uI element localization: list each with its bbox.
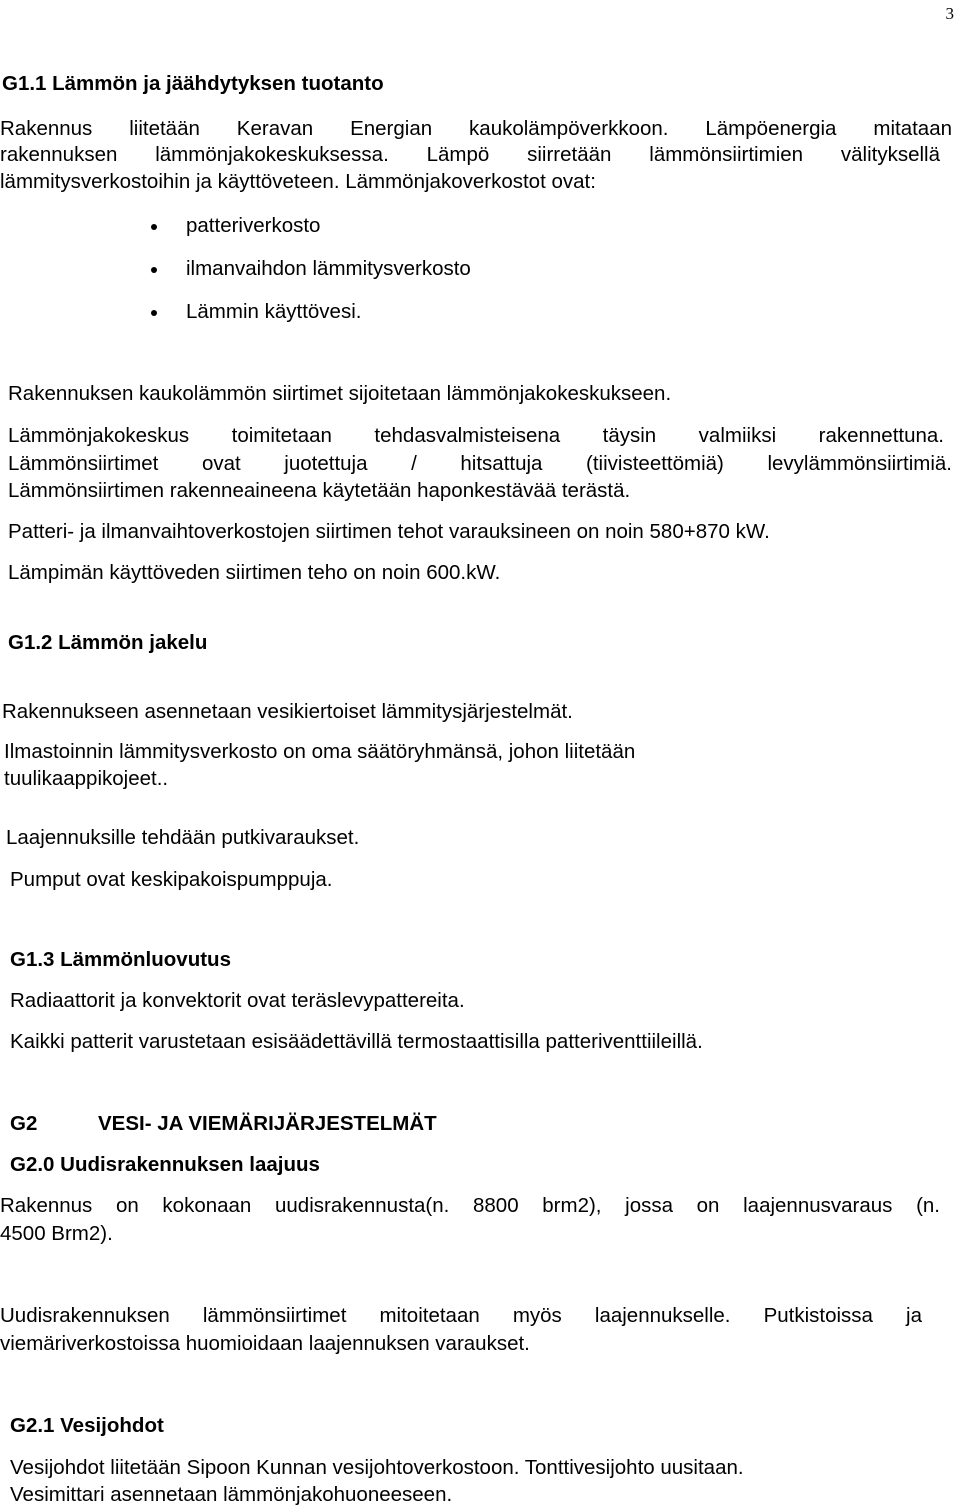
paragraph-line: Ilmastoinnin lämmitysverkosto on oma säätöryhmänsä, johon liitetään bbox=[4, 740, 636, 763]
paragraph-line: Rakennus on kokonaan uudisrakennusta(n. 8800 brm2), jossa on laajennusvaraus (n. bbox=[0, 1194, 940, 1217]
paragraph: Patteri- ja ilmanvaihtoverkostojen siirtimen tehot varauksineen on noin 580+870 kW. bbox=[8, 520, 770, 543]
paragraph: Pumput ovat keskipakoispumppuja. bbox=[10, 868, 333, 891]
section-heading-g1-2: G1.2 Lämmön jakelu bbox=[8, 631, 208, 654]
paragraph-line: rakennuksen lämmönjakokeskuksessa. Lämpö siirretään lämmönsiirtimien välityksellä bbox=[0, 143, 940, 166]
paragraph: Rakennukseen asennetaan vesikiertoiset lämmitysjärjestelmät. bbox=[2, 700, 573, 723]
paragraph: Kaikki patterit varustetaan esisäädettävillä termostaattisilla patteriventtiileillä. bbox=[10, 1030, 703, 1053]
paragraph-line: 4500 Brm2). bbox=[0, 1222, 113, 1245]
bullet-item: patteriverkosto bbox=[186, 214, 321, 237]
paragraph-line: Vesijohdot liitetään Sipoon Kunnan vesijohtoverkostoon. Tonttivesijohto uusitaan. bbox=[10, 1456, 744, 1479]
bullet-item: ilmanvaihdon lämmitysverkosto bbox=[186, 257, 471, 280]
paragraph-line: tuulikaappikojeet.. bbox=[4, 767, 169, 790]
paragraph-line: Lämmönsiirtimet ovat juotettuja / hitsattuja (tiivisteettömiä) levylämmönsiirtimiä. bbox=[8, 452, 952, 475]
paragraph-line: lämmitysverkostoihin ja käyttöveteen. Lämmönjakoverkostot ovat: bbox=[0, 170, 596, 193]
section-heading-g2-0: G2.0 Uudisrakennuksen laajuus bbox=[10, 1153, 320, 1176]
paragraph-line: viemäriverkostoissa huomioidaan laajennuksen varaukset. bbox=[0, 1332, 530, 1355]
bullet-item: Lämmin käyttövesi. bbox=[186, 300, 362, 323]
section-heading-g2-1: G2.1 Vesijohdot bbox=[10, 1414, 164, 1437]
paragraph: Laajennuksille tehdään putkivaraukset. bbox=[6, 826, 360, 849]
paragraph-line: Uudisrakennuksen lämmönsiirtimet mitoitetaan myös laajennukselle. Putkistoissa ja bbox=[0, 1304, 922, 1327]
paragraph: Rakennuksen kaukolämmön siirtimet sijoitetaan lämmönjakokeskukseen. bbox=[8, 382, 672, 405]
bullet-icon bbox=[151, 310, 157, 316]
chapter-number-g2: G2 bbox=[10, 1112, 38, 1135]
paragraph: Lämpimän käyttöveden siirtimen teho on noin 600.kW. bbox=[8, 561, 501, 584]
paragraph: Radiaattorit ja konvektorit ovat teräslevypattereita. bbox=[10, 989, 465, 1012]
page-number: 3 bbox=[945, 4, 954, 23]
section-heading-g1-1: G1.1 Lämmön ja jäähdytyksen tuotanto bbox=[2, 72, 384, 95]
paragraph-line: Rakennus liitetään Keravan Energian kaukolämpöverkkoon. Lämpöenergia mitataan bbox=[0, 117, 952, 140]
paragraph-line: Vesimittari asennetaan lämmönjakohuoneeseen. bbox=[10, 1483, 453, 1506]
paragraph-line: Lämmönjakokeskus toimitetaan tehdasvalmisteisena täysin valmiiksi rakennettuna. bbox=[8, 424, 944, 447]
chapter-title-g2: VESI- JA VIEMÄRIJÄRJESTELMÄT bbox=[98, 1112, 437, 1135]
bullet-icon bbox=[151, 224, 157, 230]
section-heading-g1-3: G1.3 Lämmönluovutus bbox=[10, 948, 231, 971]
paragraph-line: Lämmönsiirtimen rakenneaineena käytetään haponkestävää terästä. bbox=[8, 479, 631, 502]
bullet-icon bbox=[151, 267, 157, 273]
